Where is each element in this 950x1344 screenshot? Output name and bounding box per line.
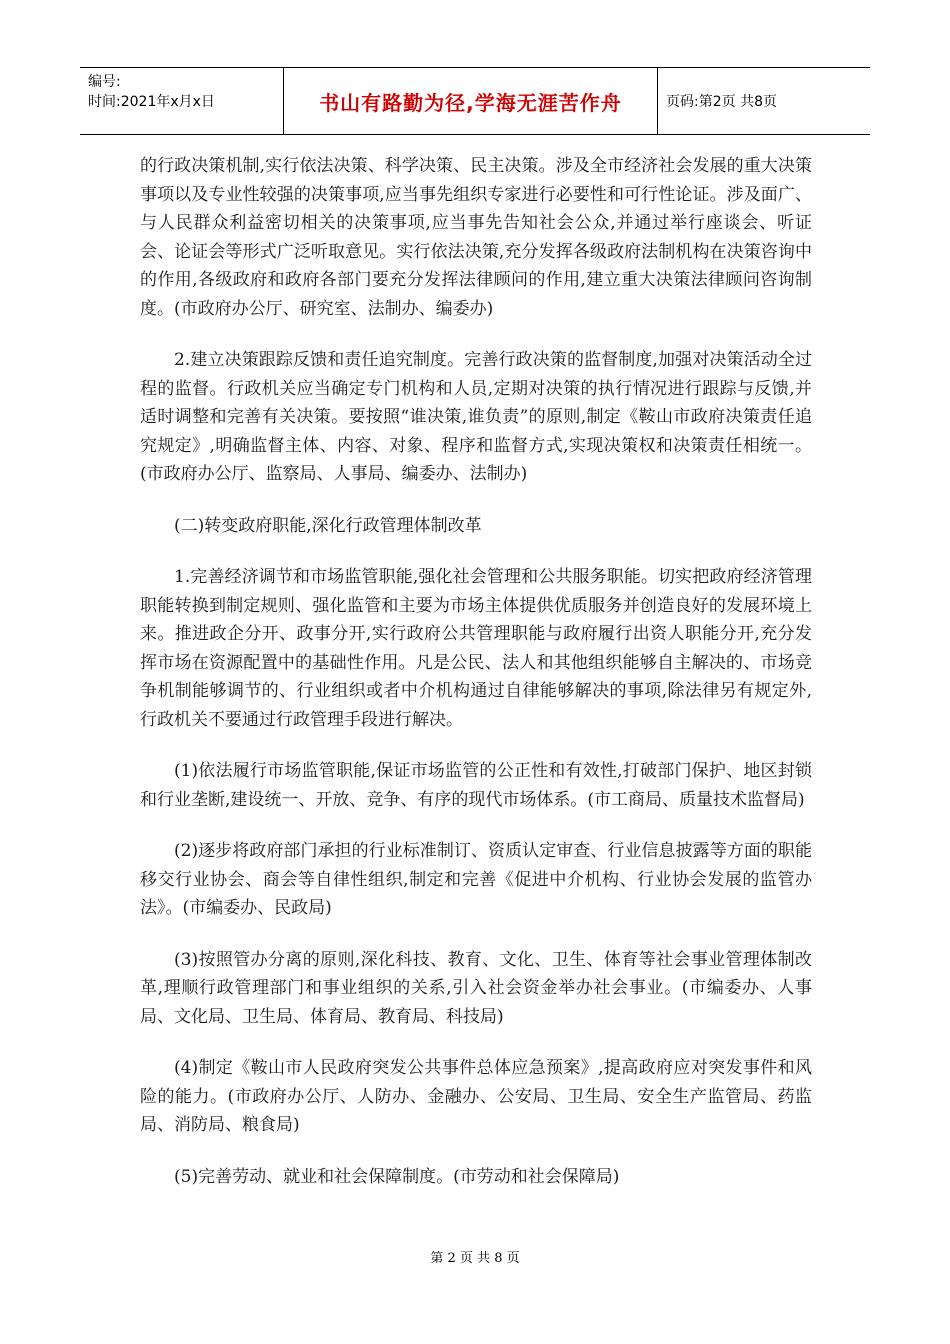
paragraph: 1.完善经济调节和市场监管职能,强化社会管理和公共服务职能。切实把政府经济管理职能转换到制定规则、强化监管和主要为市场主体提供优质服务并创造良好的发展环境上来。推进政企分开、政事分开,实行政府公共管理职能与政府履行出资人职能分开,充分发挥市场在资源配置中的基础性作用。凡是公民、法人和其他组织能够自主解决的、市场竞争机制能够调节的、行业组织或者中介机构通过自律能够解决的事项,除法律另有规定外,行政机关不要通过行政管理手段进行解决。 [140, 567, 812, 730]
date-label: 时间:2021年x月x日 [88, 94, 215, 110]
paragraph: (5)完善劳动、就业和社会保障制度。(市劳动和社会保障局) [174, 1166, 620, 1187]
paragraph: (2)逐步将政府部门承担的行业标准制订、资质认定审查、行业信息披露等方面的职能移交行业协会、商会等自律性组织,制定和完善《促进中介机构、行业协会发展的监管办法》。(市编委办、民政局) [140, 841, 812, 918]
section-heading: (二)转变政府职能,深化行政管理体制改革 [174, 515, 482, 536]
header-motto: 书山有路勤为径,学海无涯苦作舟 [284, 68, 658, 134]
number-label: 编号: [88, 74, 121, 90]
paragraph: (3)按照管办分离的原则,深化科技、教育、文化、卫生、体育等社会事业管理体制改革,理顺行政管理部门和事业组织的关系,引入社会资金举办社会事业。(市编委办、人事局、文化局、卫生局、体育局、教育局、科技局) [140, 949, 812, 1027]
header-page-info: 页码:第2页 共8页 [666, 94, 777, 110]
document-body [140, 152, 812, 1214]
paragraph: (1)依法履行市场监管职能,保证市场监管的公正性和有效性,打破部门保护、地区封锁和行业垄断,建设统一、开放、竞争、有序的现代市场体系。(市工商局、质量技术监督局) [140, 761, 812, 810]
paragraph: 的行政决策机制,实行依法决策、科学决策、民主决策。涉及全市经济社会发展的重大决策事项以及专业性较强的决策事项,应当事先组织专家进行必要性和可行性论证。涉及面广、与人民群众利益密切相关的决策事项,应当事先告知社会公众,并通过举行座谈会、听证会、论证会等形式广泛听取意见。实行依法决策,充分发挥各级政府法制机构在决策咨询中的作用,各级政府和政府各部门要充分发挥法律顾问的作用,建立重大决策法律顾问咨询制度。(市政府办公厅、研究室、法制办、编委办) [140, 156, 812, 319]
header-meta [80, 68, 284, 134]
page-header [80, 67, 870, 135]
paragraph: 2.建立决策跟踪反馈和责任追究制度。完善行政决策的监督制度,加强对决策活动全过程的监督。行政机关应当确定专门机构和人员,定期对决策的执行情况进行跟踪与反馈,并适时调整和完善有关决策。要按照“谁决策,谁负责”的原则,制定《鞍山市政府决策责任追究规定》,明确监督主体、内容、对象、程序和监督方式,实现决策权和决策责任相统一。(市政府办公厅、监察局、人事局、编委办、法制办) [140, 350, 812, 484]
page-footer: 第 2 页 共 8 页 [430, 1251, 520, 1266]
paragraph: (4)制定《鞍山市人民政府突发公共事件总体应急预案》,提高政府应对突发事件和风险的能力。(市政府办公厅、人防办、金融办、公安局、卫生局、安全生产监管局、药监局、消防局、粮食局) [140, 1058, 812, 1135]
